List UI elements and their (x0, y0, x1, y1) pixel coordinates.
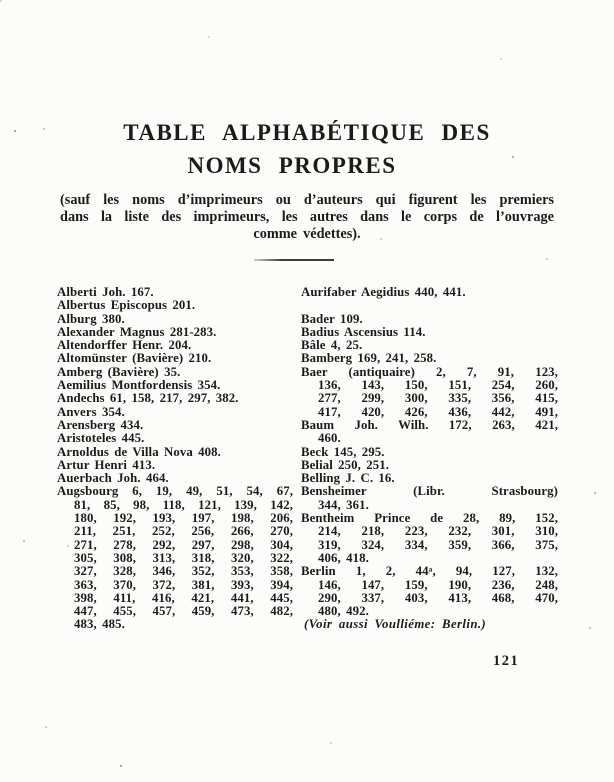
page-number: 121 (493, 653, 520, 669)
index-entry-line: Arnoldus de Villa Nova 408. (57, 444, 221, 459)
index-entry-line: Arensberg 434. (57, 417, 144, 432)
index-entry-line: 344, 361. (318, 497, 369, 512)
index-entry-line: (Voir aussi Voulliéme: Berlin.) (304, 617, 487, 632)
index-entry-line: Badius Ascensius 114. (301, 324, 426, 339)
index-entry-line: Anvers 354. (57, 404, 125, 419)
page-title (0, 116, 614, 182)
index-entry-line: Augsbourg 6, 19, 49, 51, 54, 67, (57, 484, 293, 499)
index-entry-line: Aemilius Montfordensis 354. (57, 378, 221, 393)
section-divider-rule (254, 259, 334, 261)
index-entry-line: 211, 251, 252, 256, 266, 270, (74, 524, 293, 539)
index-entry-line: 136, 143, 150, 151, 254, 260, (318, 378, 558, 393)
index-entry-line: Beck 145, 295. (301, 444, 385, 459)
index-entry-line: 214, 218, 223, 232, 301, 310, (318, 524, 558, 539)
index-entry-line: Aurifaber Aegidius 440, 441. (301, 285, 466, 299)
index-entry-line: Altomünster (Bavière) 210. (57, 351, 212, 366)
index-column-right (301, 286, 558, 632)
index-entry-line: 417, 420, 426, 436, 442, 491, (318, 404, 558, 419)
subtitle-line: comme védettes). (253, 226, 361, 242)
scan-noise-specks (0, 0, 2, 2)
index-entry-line: 319, 324, 334, 359, 366, 375, (318, 537, 558, 552)
index-entry-line: 81, 85, 98, 118, 121, 139, 142, (74, 497, 293, 512)
index-entry-line: 146, 147, 159, 190, 236, 248, (318, 577, 558, 592)
index-entry-line: 290, 337, 403, 413, 468, 470, (318, 590, 558, 605)
subtitle-note (60, 192, 554, 243)
index-entry-line: 327, 328, 346, 352, 353, 358, (74, 564, 293, 579)
index-entry-line: 180, 192, 193, 197, 198, 206, (74, 511, 293, 526)
index-entry-line: Artur Henri 413. (57, 457, 156, 472)
index-entry-line: Bensheimer (Libr. Strasbourg) (301, 484, 558, 499)
index-entry-line: 398, 411, 416, 421, 441, 445, (74, 590, 293, 605)
title-line-1: TABLE ALPHABÉTIQUE DES (123, 120, 491, 145)
index-entry-line: 483, 485. (74, 617, 125, 632)
title-line-2: NOMS PROPRES (187, 153, 397, 178)
index-entry-line: Bâle 4, 25. (301, 338, 363, 353)
index-entry-line (301, 299, 558, 312)
index-entry-line: Auerbach Joh. 464. (57, 471, 169, 486)
index-entry-line: Bader 109. (301, 311, 363, 326)
index-entry-line: Alburg 380. (57, 311, 125, 326)
index-column-left (57, 286, 293, 632)
index-entry-line: Amberg (Bavière) 35. (57, 364, 181, 379)
index-entry-line: Baer (antiquaire) 2, 7, 91, 123, (301, 364, 558, 379)
subtitle-line: dans la liste des imprimeurs, les autres dans le corps de l’ouvrage (60, 209, 554, 225)
index-entry-line: Andechs 61, 158, 217, 297, 382. (57, 391, 239, 406)
index-entry-line: Albertus Episcopus 201. (57, 298, 196, 313)
index-entry-line: Altendorffer Henr. 204. (57, 338, 192, 353)
index-entry-line: Belial 250, 251. (301, 457, 390, 472)
index-entry-line: 305, 308, 313, 318, 320, 322, (74, 550, 293, 565)
index-entry-line: Bamberg 169, 241, 258. (301, 351, 437, 366)
index-entry-line: Baum Joh. Wilh. 172, 263, 421, (301, 417, 558, 432)
index-entry-line: 271, 278, 292, 297, 298, 304, (74, 537, 293, 552)
index-entry-line: 480, 492. (318, 604, 369, 619)
index-entry-line: Belling J. C. 16. (301, 471, 395, 486)
index-entry-line: 447, 455, 457, 459, 473, 482, (74, 604, 293, 619)
index-entry-line: 363, 370, 372, 381, 393, 394, (74, 577, 293, 592)
subtitle-line: (sauf les noms d’imprimeurs ou d’auteurs qui figurent les premiers (60, 192, 554, 208)
index-entry-line: Alexander Magnus 281-283. (57, 324, 217, 339)
index-entry-line: Aristoteles 445. (57, 431, 145, 446)
index-entry-line: 406, 418. (318, 550, 369, 565)
index-entry-line: Bentheim Prince de 28, 89, 152, (301, 511, 558, 526)
index-entry-line: Berlin 1, 2, 44ᵃ, 94, 127, 132, (301, 564, 558, 579)
index-entry-line: Alberti Joh. 167. (57, 285, 154, 299)
index-entry-line: 460. (318, 431, 341, 446)
index-entry-line: 277, 299, 300, 335, 356, 415, (318, 391, 558, 406)
